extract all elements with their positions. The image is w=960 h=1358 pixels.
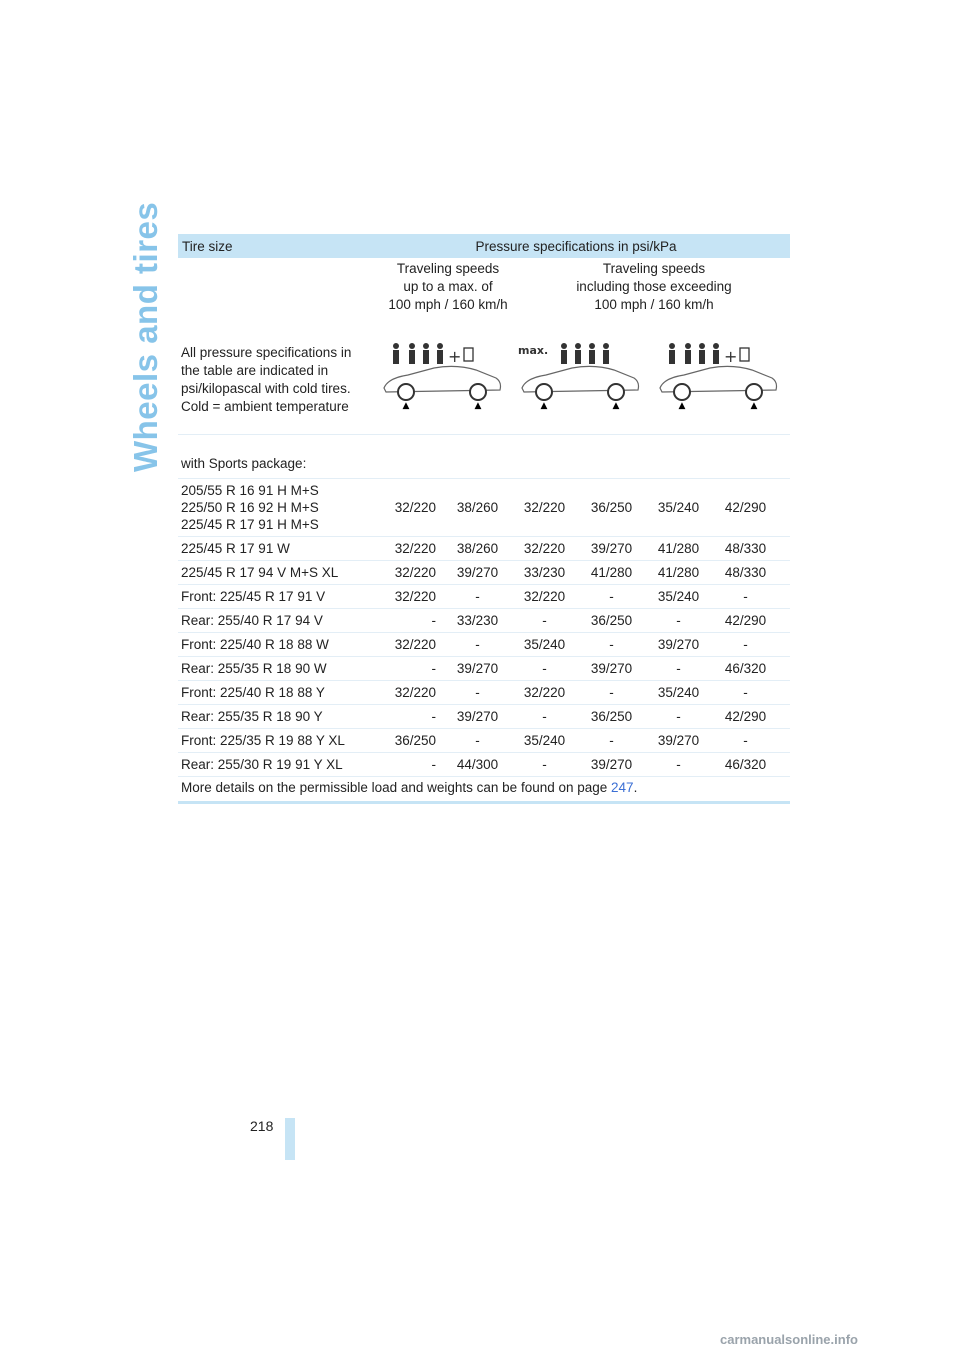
pressure-cell: -	[609, 637, 614, 652]
pressure-cell: 39/270	[657, 733, 700, 748]
pressure-cell: -	[542, 613, 547, 628]
table-row	[178, 561, 790, 585]
tire-size-cell: Front: 225/40 R 18 88 Y	[181, 685, 325, 700]
pressure-cell: 42/290	[724, 500, 767, 515]
watermark: carmanualsonline.info	[720, 1332, 858, 1347]
pressure-cell: 41/280	[657, 541, 700, 556]
pressure-cell: 36/250	[590, 613, 633, 628]
pressure-cell: -	[542, 709, 547, 724]
pressure-cell: 42/290	[724, 709, 767, 724]
pressure-cell: -	[743, 637, 748, 652]
pressure-cell: 32/220	[394, 637, 436, 652]
svg-text:max.: max.	[518, 344, 549, 357]
sports-package-label: with Sports package:	[178, 435, 790, 479]
pressure-cell: 38/260	[456, 541, 499, 556]
pressure-cell: 32/220	[523, 685, 566, 700]
table-row	[178, 729, 790, 753]
pressure-cell: 39/270	[456, 661, 499, 676]
svg-text:▲: ▲	[612, 401, 620, 410]
pressure-cell: 35/240	[657, 589, 700, 604]
pressure-cell: 39/270	[657, 637, 700, 652]
pressure-cell: 35/240	[523, 733, 566, 748]
pressure-note: All pressure specifications in the table are indicated in psi/kilopascal with cold tires. Cold = ambient temperature	[181, 345, 352, 414]
table-row	[178, 705, 790, 729]
pressure-cell: -	[609, 685, 614, 700]
pressure-cell: -	[431, 709, 436, 724]
pressure-cell: 48/330	[724, 565, 767, 580]
pressure-cell: 46/320	[724, 757, 767, 772]
car-4-persons-luggage-icon	[376, 340, 506, 410]
car-load-icon-full	[652, 314, 790, 434]
tire-size-cell: 225/45 R 17 91 W	[181, 541, 290, 556]
pressure-cell: -	[609, 733, 614, 748]
car-full-load-luggage-icon	[652, 340, 782, 410]
table-row	[178, 633, 790, 657]
pressure-cell: -	[431, 661, 436, 676]
header-pressure: Pressure specifications in psi/kPa	[475, 238, 677, 254]
table-row	[178, 537, 790, 561]
page-marker-bar	[285, 1118, 295, 1160]
tire-size-cell: Rear: 255/30 R 19 91 Y XL	[181, 757, 343, 772]
pressure-cell: 39/270	[456, 709, 499, 724]
pressure-cell: -	[475, 733, 480, 748]
pressure-cell: 32/220	[394, 685, 436, 700]
header-tire-size: Tire size	[182, 238, 233, 254]
car-load-icon-partial	[376, 314, 514, 434]
pressure-cell: 36/250	[394, 733, 436, 748]
pressure-cell: 41/280	[590, 565, 633, 580]
table-row	[178, 681, 790, 705]
pressure-cell: -	[676, 757, 681, 772]
table-row	[178, 657, 790, 681]
tire-size-cell: Front: 225/35 R 19 88 Y XL	[181, 733, 345, 748]
pressure-cell: -	[431, 613, 436, 628]
svg-text:▲: ▲	[540, 401, 548, 410]
svg-text:+: +	[724, 347, 738, 366]
table-row	[178, 479, 790, 537]
tire-size-cell: Rear: 255/35 R 18 90 Y	[181, 709, 323, 724]
pressure-cell: 32/220	[523, 541, 566, 556]
pressure-cell: 39/270	[590, 661, 633, 676]
pressure-cell: -	[609, 589, 614, 604]
load-icons-row	[178, 314, 790, 435]
tire-size-cell: Rear: 255/35 R 18 90 W	[181, 661, 327, 676]
pressure-cell: -	[475, 685, 480, 700]
svg-text:+: +	[448, 347, 462, 366]
page-number: 218	[250, 1118, 274, 1134]
pressure-cell: 38/260	[456, 500, 499, 515]
pressure-cell: 33/230	[523, 565, 566, 580]
pressure-cell: 32/220	[523, 589, 566, 604]
table-footer-note: More details on the permissible load and weights can be found on page 247.	[178, 777, 790, 804]
pressure-cell: 32/220	[523, 500, 566, 515]
pressure-cell: 32/220	[394, 589, 436, 604]
tire-size-cell: Rear: 255/40 R 17 94 V	[181, 613, 323, 628]
speed-up-to-100: Traveling speeds up to a max. of 100 mph / 160 km/h	[388, 261, 508, 312]
pressure-cell: 36/250	[590, 709, 633, 724]
tire-pressure-table	[178, 234, 790, 804]
table-row	[178, 609, 790, 633]
table-row	[178, 585, 790, 609]
pressure-cell: 41/280	[657, 565, 700, 580]
pressure-cell: 42/290	[724, 613, 767, 628]
pressure-cell: 32/220	[394, 500, 436, 515]
pressure-cell: 39/270	[456, 565, 499, 580]
pressure-cell: -	[475, 637, 480, 652]
pressure-cell: 33/230	[456, 613, 499, 628]
pressure-cell: 44/300	[456, 757, 499, 772]
pressure-cell: 32/220	[394, 541, 436, 556]
pressure-cell: -	[542, 661, 547, 676]
pressure-cell: -	[676, 709, 681, 724]
pressure-cell: 36/250	[590, 500, 633, 515]
svg-text:▲: ▲	[750, 401, 758, 410]
speed-exceeding-100: Traveling speeds including those exceeding 100 mph / 160 km/h	[576, 261, 732, 312]
pressure-cell: 48/330	[724, 541, 767, 556]
pressure-cell: 35/240	[657, 685, 700, 700]
pressure-cell: 46/320	[724, 661, 767, 676]
section-title-vertical: Wheels and tires	[127, 201, 164, 472]
table-body	[178, 479, 790, 777]
pressure-cell: 35/240	[523, 637, 566, 652]
pressure-cell: -	[676, 661, 681, 676]
pressure-cell: -	[743, 733, 748, 748]
speed-headers	[178, 258, 790, 314]
svg-text:▲: ▲	[474, 401, 482, 410]
table-header	[178, 234, 790, 258]
svg-text:▲: ▲	[402, 401, 410, 410]
car-max-persons-icon	[514, 340, 644, 410]
tire-size-cell: 225/45 R 17 94 V M+S XL	[181, 565, 339, 580]
pressure-cell: -	[676, 613, 681, 628]
pressure-cell: 39/270	[590, 541, 633, 556]
pressure-cell: 32/220	[394, 565, 436, 580]
pressure-cell: -	[743, 685, 748, 700]
tire-size-cell: Front: 225/40 R 18 88 W	[181, 637, 329, 652]
pressure-cell: -	[475, 589, 480, 604]
table-row	[178, 753, 790, 777]
pressure-cell: 39/270	[590, 757, 633, 772]
pressure-cell: -	[542, 757, 547, 772]
tire-size-cell: Front: 225/45 R 17 91 V	[181, 589, 326, 604]
tire-size-cell: 205/55 R 16 91 H M+S 225/50 R 16 92 H M+S 225/45 R 17 91 H M+S	[181, 483, 319, 532]
svg-text:▲: ▲	[678, 401, 686, 410]
pressure-cell: -	[743, 589, 748, 604]
pressure-cell: -	[431, 757, 436, 772]
page-link[interactable]: 247	[611, 780, 634, 795]
car-load-icon-max	[514, 314, 652, 434]
pressure-cell: 35/240	[657, 500, 700, 515]
